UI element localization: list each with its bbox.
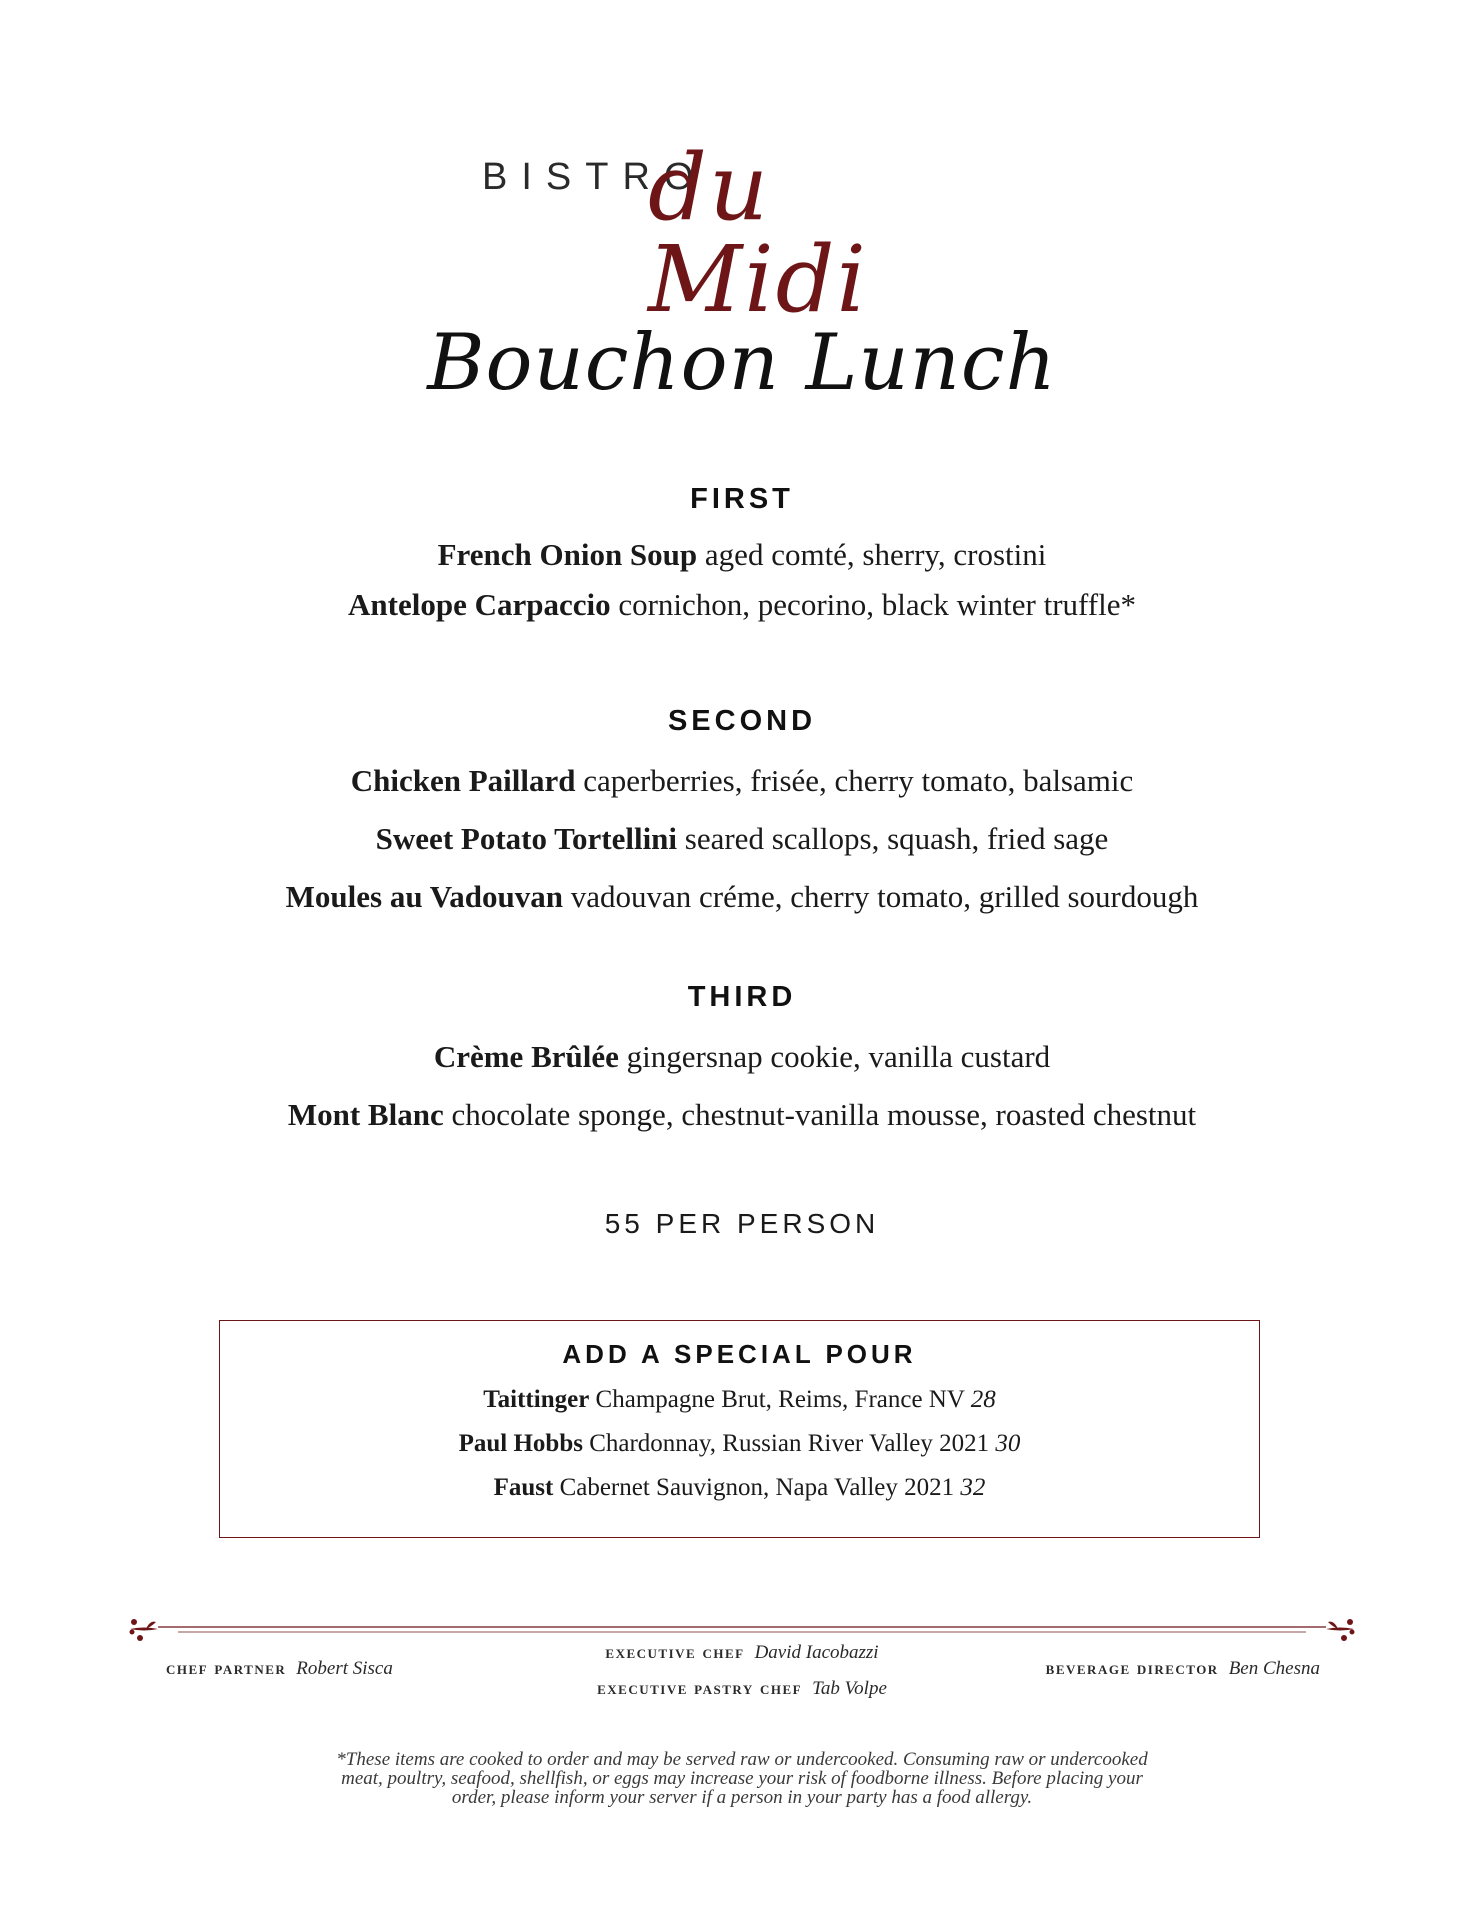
staff-role: chef partner xyxy=(166,1658,287,1679)
logo-bistro-text: BISTRO xyxy=(482,156,708,198)
course-first xyxy=(0,483,1484,630)
menu-item xyxy=(0,530,1484,580)
staff-name: Robert Sisca xyxy=(296,1658,393,1679)
course-heading: SECOND xyxy=(667,705,817,737)
wine-name: Paul Hobbs xyxy=(458,1430,583,1457)
staff-beverage-director xyxy=(1046,1658,1320,1680)
dish-name: Sweet Potato Tortellini xyxy=(375,821,678,856)
staff-role: beverage director xyxy=(1045,1658,1219,1679)
wine-price: 30 xyxy=(995,1430,1021,1457)
staff-role: executive pastry chef xyxy=(597,1678,803,1699)
course-heading: FIRST xyxy=(690,483,794,515)
menu-item xyxy=(0,580,1484,630)
staff-name: David Iacobazzi xyxy=(754,1642,879,1663)
right-sprig-ornament xyxy=(1326,1619,1355,1641)
logo-du-midi-script: du Midi xyxy=(648,134,868,333)
staff-name: Ben Chesna xyxy=(1228,1658,1320,1679)
menu-item xyxy=(0,868,1484,926)
dish-description: seared scallops, squash, fried sage xyxy=(684,821,1109,856)
dish-name: Antelope Carpaccio xyxy=(348,587,611,622)
wine-description: Champagne Brut, Reims, France NV xyxy=(595,1386,965,1413)
dish-description: vadouvan créme, cherry tomato, grilled sourdough xyxy=(570,879,1199,914)
wine-item xyxy=(220,1422,1259,1466)
menu-title: Bouchon Lunch xyxy=(427,318,1057,408)
dish-description: gingersnap cookie, vanilla custard xyxy=(626,1039,1051,1074)
staff-name: Tab Volpe xyxy=(812,1678,887,1699)
wine-name: Faust xyxy=(493,1474,554,1501)
wine-description: Chardonnay, Russian River Valley 2021 xyxy=(589,1430,990,1457)
disclaimer-line: *These items are cooked to order and may be served raw or undercooked. Consuming raw or undercooked xyxy=(336,1749,1148,1770)
menu-price: 55 PER PERSON xyxy=(604,1208,880,1239)
disclaimer-line: order, please inform your server if a person in your party has a food allergy. xyxy=(451,1787,1033,1808)
staff-role: executive chef xyxy=(605,1642,745,1663)
wine-name: Taittinger xyxy=(483,1386,590,1413)
staff-executive-pastry-chef xyxy=(0,1678,1484,1700)
dish-description: caperberries, frisée, cherry tomato, balsamic xyxy=(583,763,1134,798)
dish-name: Moules au Vadouvan xyxy=(285,879,564,914)
dish-description: aged comté, sherry, crostini xyxy=(704,537,1047,572)
course-second xyxy=(0,705,1484,926)
allergy-disclaimer xyxy=(250,1750,1234,1807)
dish-name: Chicken Paillard xyxy=(350,763,576,798)
menu-item xyxy=(0,810,1484,868)
dish-name: Mont Blanc xyxy=(287,1097,444,1132)
wine-item xyxy=(220,1466,1259,1510)
disclaimer-line: meat, poultry, seafood, shellfish, or eggs may increase your risk of foodborne illness. Before placing your xyxy=(341,1768,1143,1789)
menu-item xyxy=(0,752,1484,810)
dish-description: cornichon, pecorino, black winter truffle* xyxy=(618,587,1136,622)
menu-item xyxy=(0,1086,1484,1144)
wine-item xyxy=(220,1378,1259,1422)
special-pour-heading: ADD A SPECIAL POUR xyxy=(562,1339,917,1369)
bistro-du-midi-logo xyxy=(470,120,1010,333)
dish-name: French Onion Soup xyxy=(437,537,698,572)
wine-price: 32 xyxy=(960,1474,986,1501)
course-heading: THIRD xyxy=(687,981,797,1013)
special-pour-box xyxy=(219,1320,1260,1538)
left-sprig-ornament xyxy=(130,1619,159,1641)
menu-item xyxy=(0,1028,1484,1086)
wine-description: Cabernet Sauvignon, Napa Valley 2021 xyxy=(559,1474,955,1501)
course-third xyxy=(0,981,1484,1144)
dish-description: chocolate sponge, chestnut-vanilla mousse, roasted chestnut xyxy=(451,1097,1197,1132)
wine-price: 28 xyxy=(970,1386,996,1413)
dish-name: Crème Brûlée xyxy=(433,1039,619,1074)
